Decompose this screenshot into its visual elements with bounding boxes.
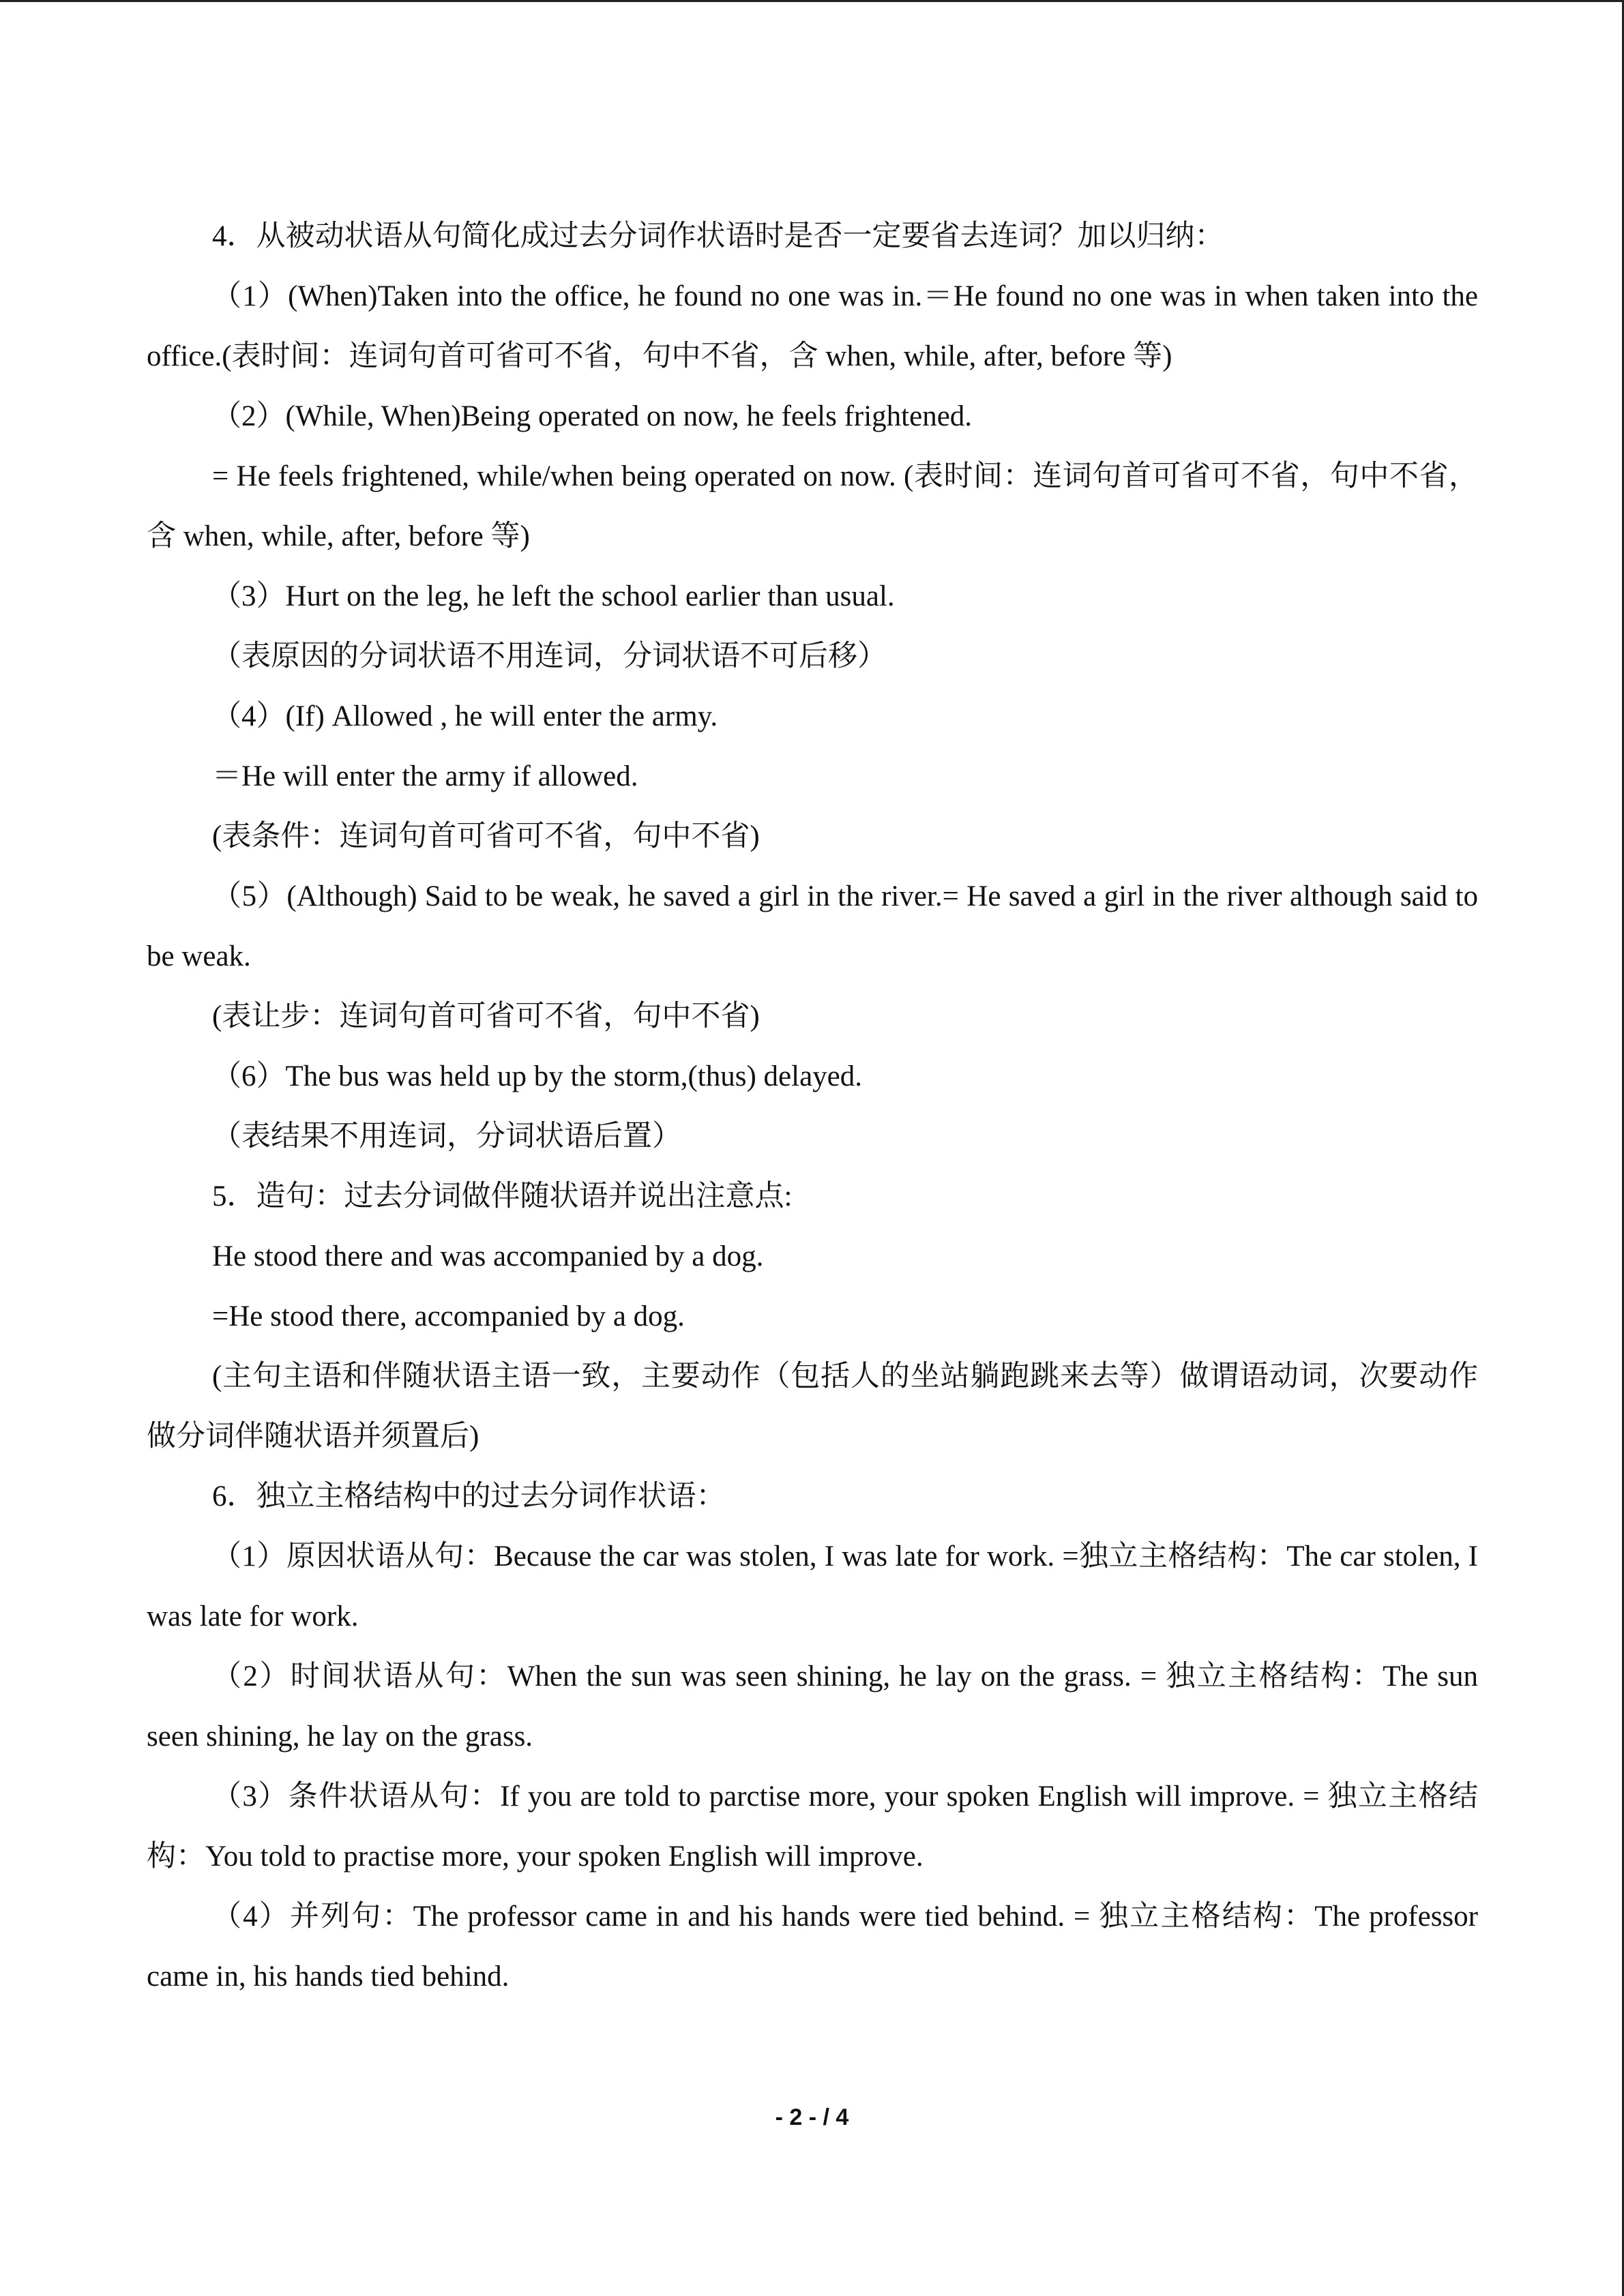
item-4-5-note: (表让步：连词句首可省可不省，句中不省) [212,1000,760,1032]
item-4-3: （3）Hurt on the leg, he left the school earlier than usual. [212,580,895,612]
item-4-2-equivalent: = He feels frightened, while/when being operated on now. (表时间：连词句首可省可不省，句中不省，含 when, while, after, before 等) [147,460,1478,552]
section-5-heading: 5．造句：过去分词做伴随状语并说出注意点: [212,1180,793,1212]
page-number: - 2 - / 4 [775,2104,849,2130]
document-body [147,207,1478,2007]
section-6-heading: 6．独立主格结构中的过去分词作状语： [212,1480,726,1512]
item-4-4-equivalent: ＝He will enter the army if allowed. [212,760,638,792]
item-6-3: （3）条件状语从句：If you are told to parctise more, your spoken English will improve. = 独立主格结构：You told to practise more, your spoken English will improve. [147,1780,1478,1873]
section-5-sentence: He stood there and was accompanied by a dog. [212,1240,764,1272]
item-4-3-note: （表原因的分词状语不用连词，分词状语不可后移） [212,640,887,672]
item-6-1: （1）原因状语从句：Because the car was stolen, I was late for work. =独立主格结构：The car stolen, I was late for work. [147,1540,1478,1632]
item-4-4-note: (表条件：连词句首可省可不省，句中不省) [212,820,760,852]
item-4-6: （6）The bus was held up by the storm,(thus) delayed. [212,1060,862,1092]
item-6-2: （2）时间状语从句：When the sun was seen shining, he lay on the grass. = 独立主格结构：The sun seen shining, he lay on the grass. [147,1660,1478,1753]
item-4-2: （2）(While, When)Being operated on now, he feels frightened. [212,400,973,432]
item-4-5: （5）(Although) Said to be weak, he saved a girl in the river.= He saved a girl in the river although said to be weak. [147,880,1478,972]
section-4-heading: 4．从被动状语从句简化成过去分词作状语时是否一定要省去连词？加以归纳： [212,220,1224,252]
item-4-4: （4）(If) Allowed , he will enter the army. [212,700,718,732]
section-5-rewrite: =He stood there, accompanied by a dog. [212,1300,685,1332]
item-4-6-note: （表结果不用连词，分词状语后置） [212,1120,681,1152]
section-5-note: (主句主语和伴随状语主语一致，主要动作（包括人的坐站躺跑跳来去等）做谓语动词，次要动作做分词伴随状语并须置后) [147,1360,1478,1452]
item-6-4: （4）并列句：The professor came in and his hands were tied behind. = 独立主格结构：The professor came in, his hands tied behind. [147,1900,1478,1993]
item-4-1: （1）(When)Taken into the office, he found no one was in.＝He found no one was in when taken into the office.(表时间：连词句首可省可不省，句中不省，含 when, while, after, before 等) [147,280,1478,372]
